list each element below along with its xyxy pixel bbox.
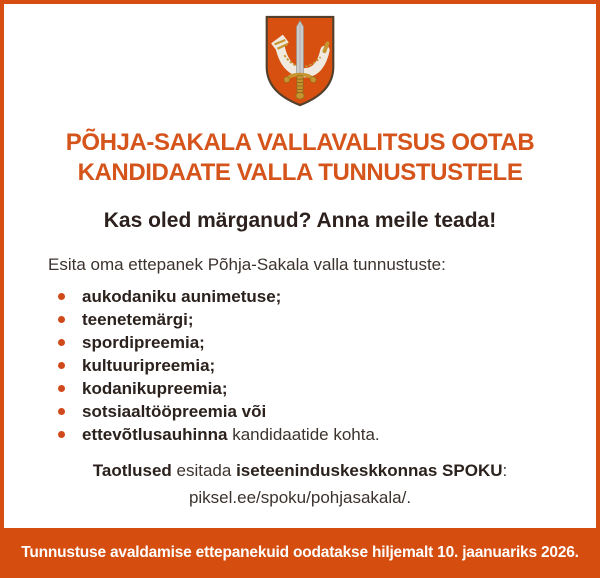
list-item-kultuuripreemia: kultuuripreemia; bbox=[58, 354, 596, 377]
list-item-ettevotlusauhind: ettevõtlusauhinna kandidaatide kohta. bbox=[58, 423, 596, 446]
award-list bbox=[58, 285, 596, 446]
intro-text: Esita oma ettepanek Põhja-Sakala valla tunnustuste: bbox=[48, 255, 446, 274]
municipal-crest-icon bbox=[262, 14, 338, 108]
sub-heading: Kas oled märganud? Anna meile teada! bbox=[103, 209, 497, 232]
deadline-text: Tunnustuse avaldamise ettepanekuid oodatakse hiljemalt 10. jaanuariks 2026. bbox=[21, 544, 579, 561]
page-title-line1: PÕHJA-SAKALA VALLAVALITSUS OOTAB bbox=[65, 129, 535, 156]
list-item-sotsiaaltoopreemia: sotsiaaltööpreemia või bbox=[58, 400, 596, 423]
list-item-kodanikupreemia: kodanikupreemia; bbox=[58, 377, 596, 400]
list-item-spordipreemia: spordipreemia; bbox=[58, 331, 596, 354]
list-item-teenetemark: teenetemärgi; bbox=[58, 308, 596, 331]
spoku-url: piksel.ee/spoku/pohjasakala/. bbox=[188, 488, 412, 507]
page-title-line2: KANDIDAATE VALLA TUNNUSTUSTELE bbox=[77, 159, 523, 186]
list-item-aukodaniku: aukodaniku aunimetuse; bbox=[58, 285, 596, 308]
page-title bbox=[16, 128, 584, 188]
deadline-banner bbox=[0, 528, 600, 578]
note-line: Taotlused esitada iseteeninduskeskkonnas SPOKU: bbox=[92, 461, 508, 480]
application-note bbox=[20, 457, 580, 511]
